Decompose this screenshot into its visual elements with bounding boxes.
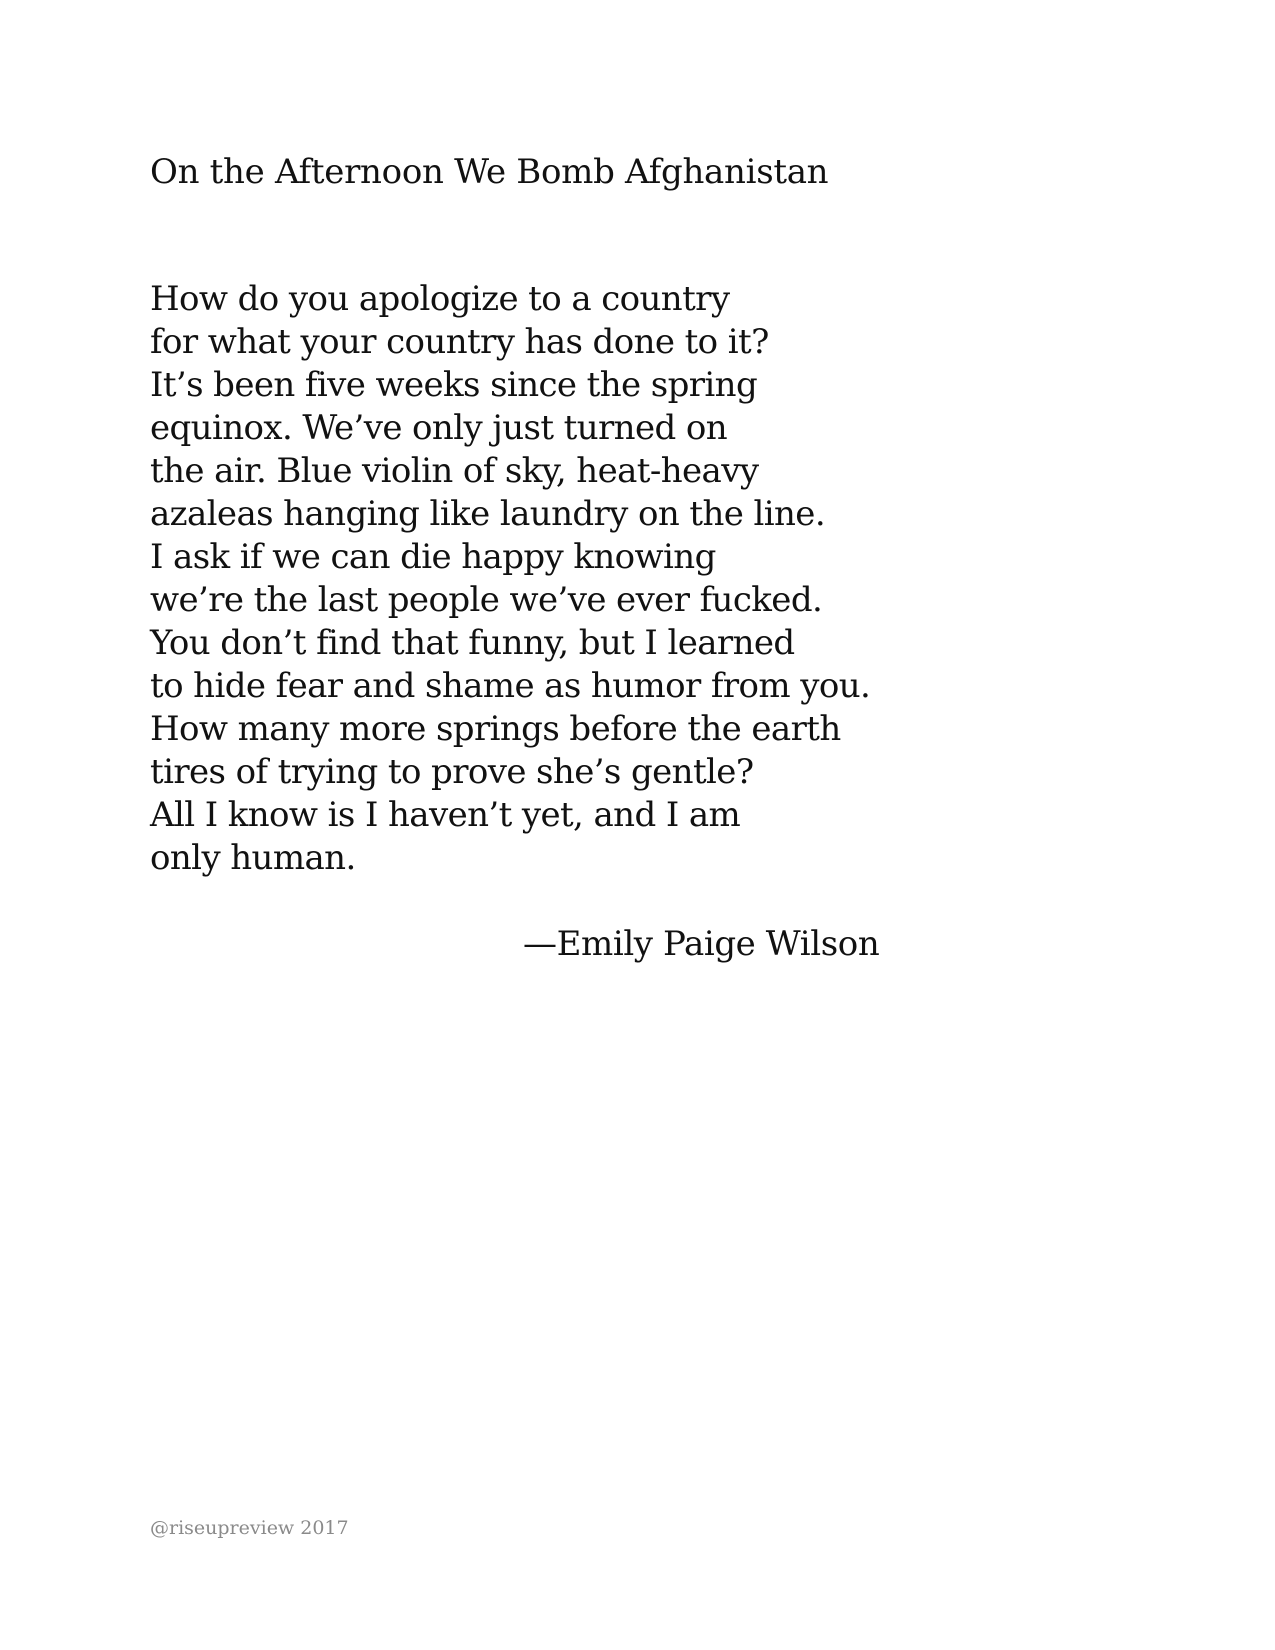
poem-line: for what your country has done to it? [150,322,769,362]
poem-line: How do you apologize to a country [150,279,730,319]
poem-line: All I know is I haven’t yet, and I am [150,795,741,835]
poem-line: only human. [150,838,356,878]
poem-body [150,278,870,880]
poem-line: You don’t find that funny, but I learned [150,623,795,663]
poem-line: I ask if we can die happy knowing [150,537,716,577]
poem-line: azaleas hanging like laundry on the line. [150,494,826,534]
poem-line: It’s been five weeks since the spring [150,365,758,405]
poem-line: we’re the last people we’ve ever fucked. [150,580,823,620]
footer-credit: @riseupreview 2017 [150,1517,349,1539]
poem-line: the air. Blue violin of sky, heat-heavy [150,451,759,491]
poem-title: On the Afternoon We Bomb Afghanistan [150,152,829,192]
poem-line: equinox. We’ve only just turned on [150,408,728,448]
author-byline: —Emily Paige Wilson [523,924,880,964]
poem-line: How many more springs before the earth [150,709,841,749]
poem-line: tires of trying to prove she’s gentle? [150,752,754,792]
poem-line: to hide fear and shame as humor from you. [150,666,871,706]
